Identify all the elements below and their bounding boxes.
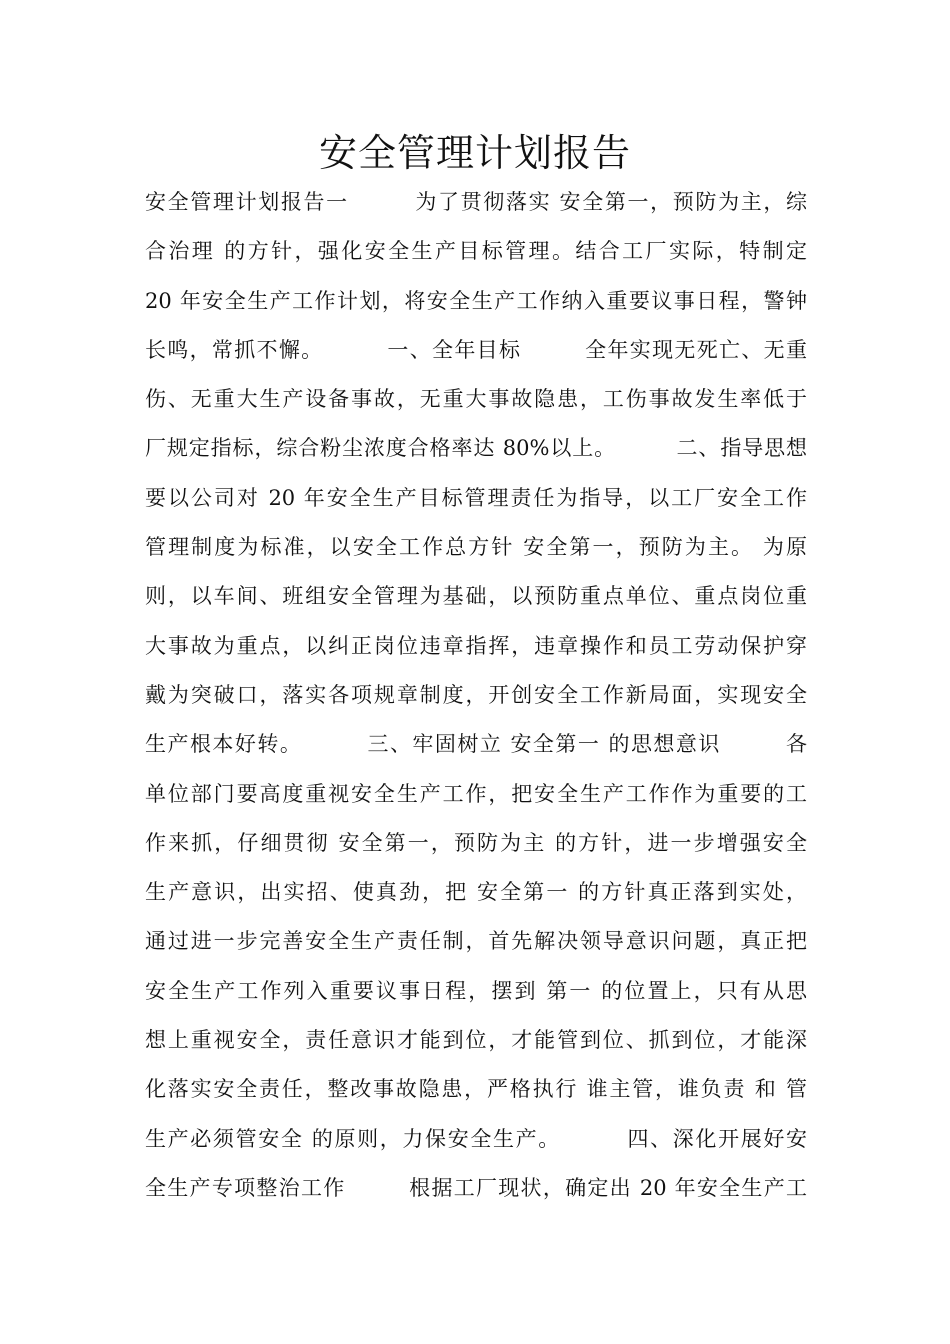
body-line: 安全生产工作列入重要议事日程，摆到 第一 的位置上，只有从思 [145,978,807,1003]
document-body [145,178,807,1213]
body-line: 厂规定指标，综合粉尘浓度合格率达 80%以上。 二、指导思想 [145,436,807,461]
document-title: 安全管理计划报告 [318,131,631,175]
body-line: 通过进一步完善安全生产责任制，首先解决领导意识问题，真正把 [145,929,807,954]
body-line: 则，以车间、班组安全管理为基础，以预防重点单位、重点岗位重 [145,584,807,609]
body-line: 生产意识，出实招、使真劲，把 安全第一 的方针真正落到实处， [145,880,807,905]
body-line: 长鸣，常抓不懈。 一、全年目标 全年实现无死亡、无重 [145,337,807,362]
body-line: 生产根本好转。 三、牢固树立 安全第一 的思想意识 各 [145,732,807,757]
body-line: 作来抓，仔细贯彻 安全第一，预防为主 的方针，进一步增强安全 [145,830,807,855]
body-line: 戴为突破口，落实各项规章制度，开创安全工作新局面，实现安全 [145,682,807,707]
body-line: 20 年安全生产工作计划，将安全生产工作纳入重要议事日程，警钟 [145,288,807,313]
body-line: 单位部门要高度重视安全生产工作，把安全生产工作作为重要的工 [145,781,807,806]
body-line: 化落实安全责任，整改事故隐患，严格执行 谁主管，谁负责 和 管 [145,1077,807,1102]
body-line: 生产必须管安全 的原则，力保安全生产。 四、深化开展好安 [145,1126,807,1151]
body-line: 安全管理计划报告一 为了贯彻落实 安全第一，预防为主，综 [145,190,807,214]
body-line: 大事故为重点，以纠正岗位违章指挥，违章操作和员工劳动保护穿 [145,633,807,658]
body-line: 管理制度为标准，以安全工作总方针 安全第一，预防为主。 为原 [145,535,807,560]
body-line: 伤、无重大生产设备事故，无重大事故隐患，工伤事故发生率低于 [145,387,807,412]
body-line: 合治理 的方针，强化安全生产目标管理。结合工厂实际，特制定 [145,239,807,264]
body-line: 想上重视安全，责任意识才能到位，才能管到位、抓到位，才能深 [145,1028,807,1053]
body-line: 要以公司对 20 年安全生产目标管理责任为指导，以工厂安全工作 [145,485,807,510]
body-line: 全生产专项整治工作 根据工厂现状，确定出 20 年安全生产工 [145,1175,807,1200]
